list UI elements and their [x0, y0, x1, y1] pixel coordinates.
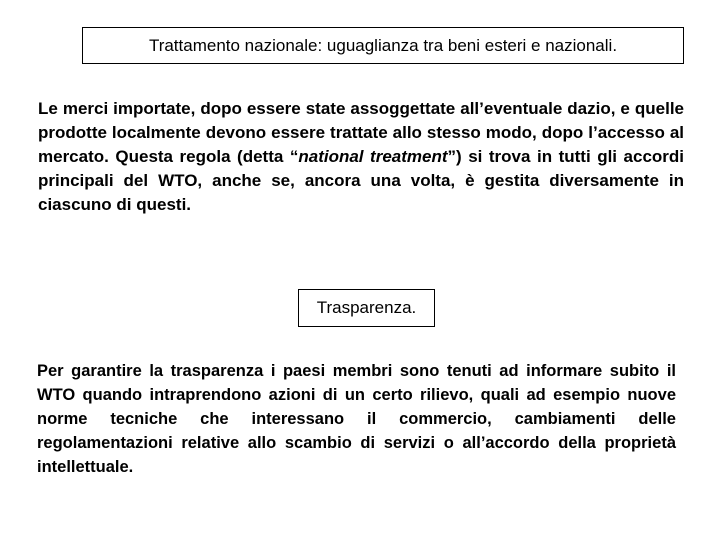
national-treatment-paragraph — [38, 97, 684, 217]
trasparenza-heading: Trasparenza. — [316, 298, 417, 317]
paragraph-2-text: Per garantire la trasparenza i paesi membri sono tenuti ad informare subito il WTO quando intraprendono azioni di un certo rilievo, quali ad esempio nuove norme tecniche che interessano il commercio, cambiamenti delle regolamentazioni relative allo scambio di servizi o all’accordo della proprietà intellettuale. — [37, 362, 676, 476]
trasparenza-box — [298, 289, 435, 327]
title-text: Trattamento nazionale: uguaglianza tra beni esteri e nazionali. — [148, 35, 618, 55]
paragraph-1-part-2: ”) si trova in tutti gli accordi principali del WTO, anche se, ancora una volta, è gestita diversamente in ciascuno di questi. — [38, 147, 685, 214]
paragraph-1-part-1: Le merci importate, dopo essere state assoggettate all’eventuale dazio, e quelle prodotte localmente devono essere trattate allo stesso modo, dopo l’accesso al mercato. Questa regola (detta “ — [38, 99, 684, 166]
title-box — [82, 27, 684, 64]
national-treatment-term: national treatment — [298, 147, 448, 166]
trasparenza-paragraph — [37, 359, 676, 479]
